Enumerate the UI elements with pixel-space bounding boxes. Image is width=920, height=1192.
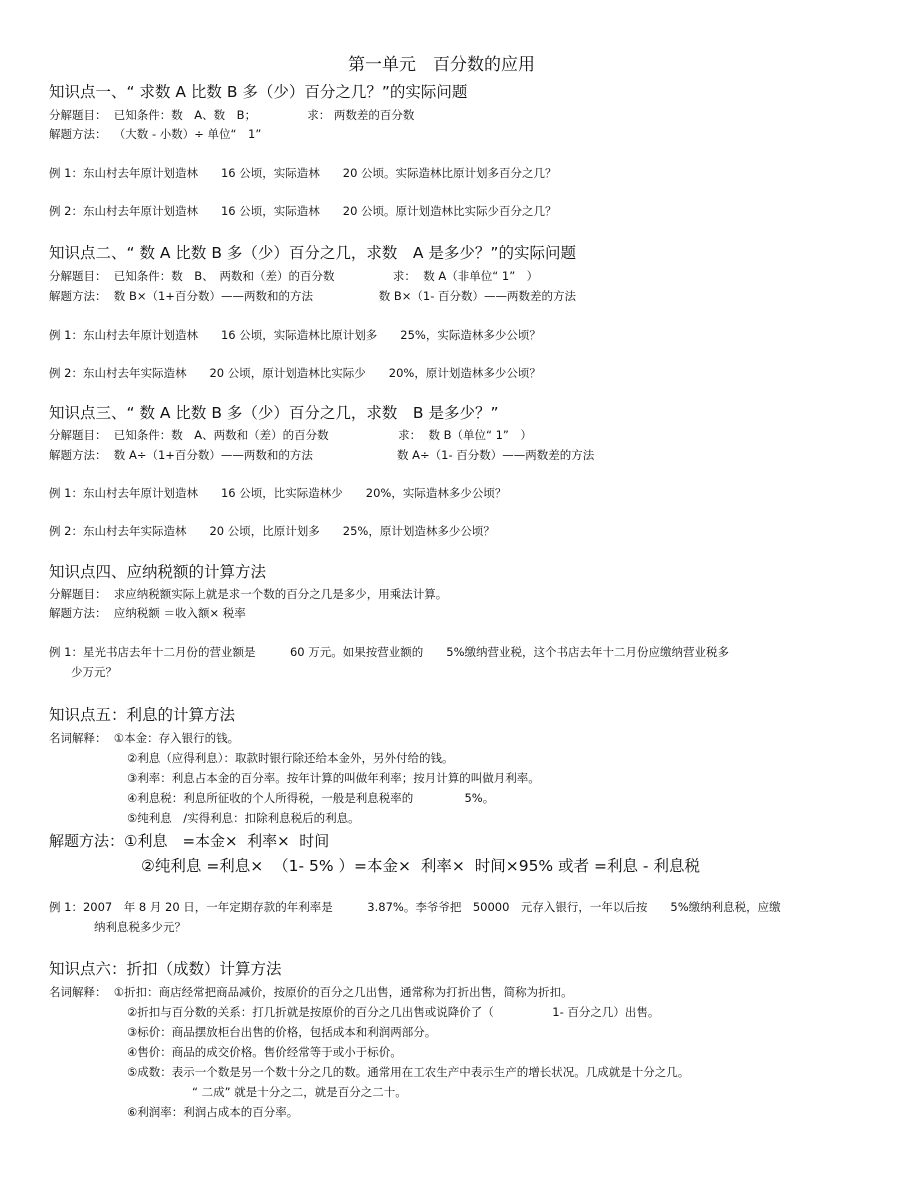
section-6-term-6: ⑥利润率：利润占成本的百分率。 xyxy=(127,1105,299,1119)
section-1-line-1: 分解题目： 已知条件：数 A、数 B； 求： 两数差的百分数 xyxy=(49,108,415,122)
section-2-example-1: 例 1：东山村去年原计划造林 16 公顷，实际造林比原计划多 25%，实际造林多少公顷？ xyxy=(49,328,541,342)
section-2-line-1: 分解题目： 已知条件：数 B、 两数和（差）的百分数 求： 数 A（非单位“ 1” ） xyxy=(49,269,539,283)
section-6-heading: 知识点六：折扣（成数）计算方法 xyxy=(49,960,282,978)
page-title: 第一单元 百分数的应用 xyxy=(348,55,535,75)
section-4-example-1-cont: 少万元？ xyxy=(71,665,117,679)
section-5-term-4: ④利息税：利息所征收的个人所得税，一般是利息税率的 5%。 xyxy=(127,791,495,805)
section-4-line-2: 解题方法： 应纳税额 ＝收入额× 税率 xyxy=(49,606,246,620)
section-5-term-1: 名词解释： ①本金：存入银行的钱。 xyxy=(49,731,240,745)
section-3-example-1: 例 1：东山村去年原计划造林 16 公顷，比实际造林少 20%，实际造林多少公顷？ xyxy=(49,486,507,500)
section-4-heading: 知识点四、应纳税额的计算方法 xyxy=(49,563,267,581)
section-4-line-1: 分解题目： 求应纳税额实际上就是求一个数的百分之几是多少，用乘法计算。 xyxy=(49,587,448,601)
section-1-example-2: 例 2：东山村去年原计划造林 16 公顷，实际造林 20 公顷。原计划造林比实际少百分之几？ xyxy=(49,204,557,218)
section-6-term-5-cont: “ 二成” 就是十分之二，就是百分之二十。 xyxy=(192,1085,407,1099)
section-2-example-2: 例 2：东山村去年实际造林 20 公顷，原计划造林比实际少 20%，原计划造林多少公顷？ xyxy=(49,366,541,380)
section-5-example-1: 例 1：2007 年 8 月 20 日，一年定期存款的年利率是 3.87%。李爷爷把 50000 元存入银行，一年以后按 5%缴纳利息税，应缴 xyxy=(49,900,781,914)
section-5-term-3: ③利率：利息占本金的百分率。按年计算的叫做年利率；按月计算的叫做月利率。 xyxy=(127,771,540,785)
section-5-term-5: ⑤纯利息 /实得利息：扣除利息税后的利息。 xyxy=(127,811,360,825)
section-5-method-formula-2: ②纯利息 =利息× （1- 5% ）=本金× 利率× 时间×95% 或者 =利息 - 利息税 xyxy=(141,857,700,875)
section-3-line-1: 分解题目： 已知条件：数 A、两数和（差）的百分数 求： 数 B（单位“ 1” ） xyxy=(49,428,532,442)
section-1-example-1: 例 1：东山村去年原计划造林 16 公顷，实际造林 20 公顷。实际造林比原计划多百分之几？ xyxy=(49,166,557,180)
section-6-term-4: ④售价：商品的成交价格。售价经常等于或小于标价。 xyxy=(127,1045,402,1059)
section-3-line-2: 解题方法： 数 A÷（1+百分数）——两数和的方法 数 A÷（1- 百分数）——两数差的方法 xyxy=(49,448,595,462)
section-6-term-1: 名词解释： ①折扣：商店经常把商品减价，按原价的百分之几出售，通常称为打折出售，简称为折扣。 xyxy=(49,985,573,999)
section-2-heading: 知识点二、“ 数 A 比数 B 多（少）百分之几，求数 A 是多少？”的实际问题 xyxy=(49,244,576,262)
section-5-heading: 知识点五：利息的计算方法 xyxy=(49,706,236,724)
section-1-line-2: 解题方法： （大数 - 小数）÷ 单位“ 1” xyxy=(49,127,262,141)
section-3-example-2: 例 2：东山村去年实际造林 20 公顷，比原计划多 25%，原计划造林多少公顷？ xyxy=(49,524,495,538)
section-1-heading: 知识点一、“ 求数 A 比数 B 多（少）百分之几？”的实际问题 xyxy=(49,83,468,101)
section-5-term-2: ②利息（应得利息）：取款时银行除还给本金外，另外付给的钱。 xyxy=(127,751,454,765)
section-5-example-1-cont: 纳利息税多少元？ xyxy=(94,920,186,934)
section-6-term-5: ⑤成数：表示一个数是另一个数十分之几的数。通常用在工农生产中表示生产的增长状况。几成就是十分之几。 xyxy=(127,1065,690,1079)
section-2-line-2: 解题方法： 数 B×（1+百分数）——两数和的方法 数 B×（1- 百分数）——两数差的方法 xyxy=(49,289,577,303)
section-5-method-formula-1: 解题方法：①利息 =本金× 利率× 时间 xyxy=(49,832,330,850)
section-6-term-3: ③标价：商品摆放柜台出售的价格，包括成本和利润两部分。 xyxy=(127,1025,437,1039)
section-4-example-1: 例 1：星光书店去年十二月份的营业额是 60 万元。如果按营业额的 5%缴纳营业税，这个书店去年十二月份应缴纳营业税多 xyxy=(49,645,729,659)
section-6-term-2: ②折扣与百分数的关系：打几折就是按原价的百分之几出售或说降价了（ 1- 百分之几）出售。 xyxy=(127,1005,660,1019)
section-3-heading: 知识点三、“ 数 A 比数 B 多（少）百分之几，求数 B 是多少？” xyxy=(49,404,499,422)
